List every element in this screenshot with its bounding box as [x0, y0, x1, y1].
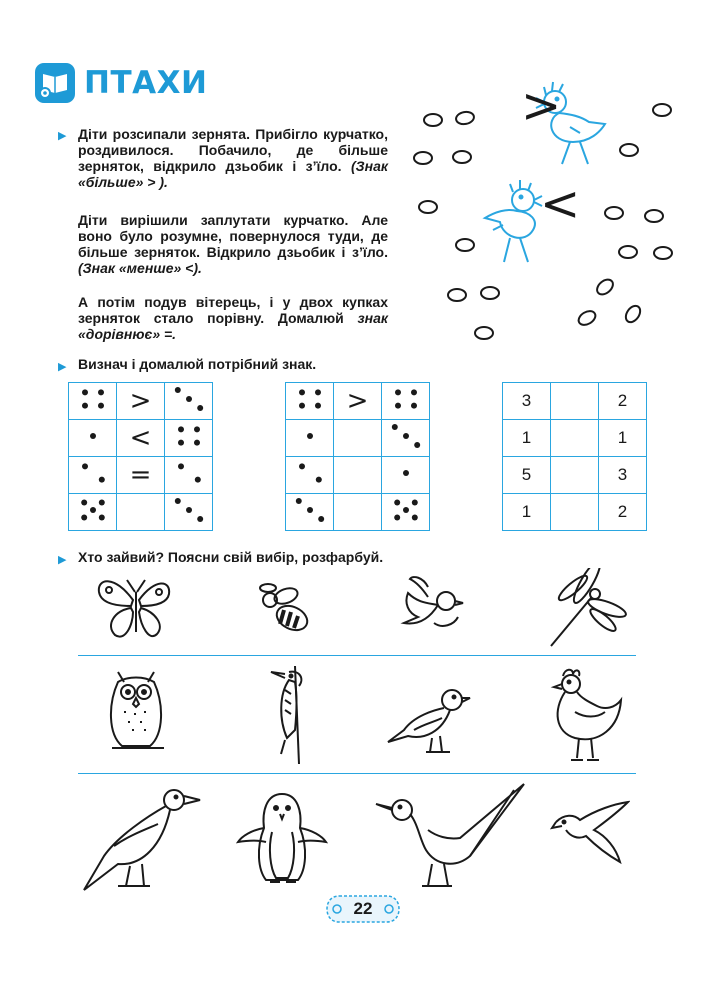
- dot: [186, 507, 192, 513]
- dots-3: [290, 495, 330, 525]
- dot: [395, 389, 401, 395]
- number-text: 3: [521, 391, 532, 410]
- dot: [90, 507, 96, 513]
- dot: [315, 476, 321, 482]
- row-divider: [78, 773, 636, 774]
- dot: [197, 405, 203, 411]
- comparison-table-3: [502, 382, 647, 531]
- right-dots-cell: [165, 383, 213, 420]
- dots-4: [169, 421, 209, 451]
- table-row: [69, 420, 213, 457]
- left-dots-cell: [69, 420, 117, 457]
- page-number-text: 22: [353, 899, 373, 918]
- chick-bottom-icon: [485, 180, 542, 262]
- left-dots-cell: [69, 494, 117, 531]
- dot: [403, 507, 409, 513]
- dot: [299, 389, 305, 395]
- dots-2: [290, 458, 330, 488]
- sign-cell[interactable]: [551, 420, 599, 457]
- dot: [81, 514, 87, 520]
- dots-5: [386, 495, 426, 525]
- dot: [90, 433, 96, 439]
- sign-cell[interactable]: [117, 457, 165, 494]
- number-text: 1: [617, 428, 628, 447]
- left-dots-cell: [69, 383, 117, 420]
- dot: [98, 499, 104, 505]
- small-bird-icon[interactable]: [398, 573, 468, 641]
- dot: [98, 476, 104, 482]
- page-number: [325, 894, 401, 924]
- table-row: [286, 457, 430, 494]
- dot: [98, 389, 104, 395]
- task1-instruction: Визнач і домалюй потрібний знак.: [78, 356, 317, 372]
- dot: [307, 433, 313, 439]
- left-number-cell: [503, 457, 551, 494]
- sign-text: <: [129, 423, 152, 453]
- dot: [178, 439, 184, 445]
- dot: [174, 387, 180, 393]
- dot: [186, 396, 192, 402]
- number-text: 1: [521, 502, 532, 521]
- table-row: [286, 383, 430, 420]
- crow-icon[interactable]: [78, 786, 202, 894]
- seeds-chicks-illustration: [405, 80, 695, 350]
- table-row: [69, 457, 213, 494]
- left-dots-cell: [286, 457, 334, 494]
- comparison-table-2: [285, 382, 430, 531]
- dot: [82, 402, 88, 408]
- right-number-cell: [599, 457, 647, 494]
- dot: [178, 463, 184, 469]
- intro-hint-1: (Знак «більше» > ).: [78, 158, 388, 190]
- intro-hint-3: знак «дорівнює» =.: [78, 310, 388, 342]
- dots-1: [290, 421, 330, 451]
- dot: [98, 402, 104, 408]
- dots-2: [73, 458, 113, 488]
- dot: [318, 516, 324, 522]
- sign-cell[interactable]: [117, 420, 165, 457]
- dot: [82, 389, 88, 395]
- dot: [194, 476, 200, 482]
- sign-cell[interactable]: [117, 494, 165, 531]
- dots-4: [73, 384, 113, 414]
- hen-icon[interactable]: [545, 666, 627, 766]
- bullet-arrow-icon: ▶: [58, 554, 67, 566]
- left-number-cell: [503, 494, 551, 531]
- page-title: ПТАХИ: [84, 65, 208, 101]
- dragonfly-icon[interactable]: [545, 568, 627, 652]
- dots-3: [169, 495, 209, 525]
- right-dots-cell: [382, 494, 430, 531]
- owl-icon[interactable]: [104, 664, 168, 754]
- sign-cell[interactable]: [334, 383, 382, 420]
- dots-2: [169, 458, 209, 488]
- comparison-table-1: [68, 382, 213, 531]
- butterfly-icon[interactable]: [95, 570, 175, 645]
- left-dots-cell: [286, 383, 334, 420]
- dot: [295, 498, 301, 504]
- sign-cell[interactable]: [334, 494, 382, 531]
- dots-3: [386, 421, 426, 451]
- sign-cell[interactable]: [551, 457, 599, 494]
- right-dots-cell: [165, 457, 213, 494]
- dot: [197, 516, 203, 522]
- intro-text-1: Діти розсипали зернята. Прибігло курчатко, роздивилося. Побачило, де більше зерняток, відкрило дзьобик і з’їло.: [78, 126, 388, 174]
- right-dots-cell: [382, 383, 430, 420]
- number-text: 2: [617, 391, 628, 410]
- dot: [411, 499, 417, 505]
- sign-text: =: [129, 460, 152, 490]
- sparrow-icon[interactable]: [384, 684, 472, 756]
- right-dots-cell: [165, 494, 213, 531]
- dots-1: [73, 421, 113, 451]
- left-dots-cell: [69, 457, 117, 494]
- dot: [391, 424, 397, 430]
- less-sign: <: [540, 176, 581, 232]
- dot: [394, 499, 400, 505]
- dot: [82, 463, 88, 469]
- number-text: 5: [521, 465, 532, 484]
- magpie-icon[interactable]: [374, 780, 530, 896]
- book-gear-icon: [34, 62, 76, 104]
- left-number-cell: [503, 420, 551, 457]
- bullet-arrow-icon: ▶: [58, 130, 67, 142]
- dot: [81, 499, 87, 505]
- intro-paragraph-1: [78, 126, 388, 190]
- left-dots-cell: [286, 494, 334, 531]
- number-text: 3: [617, 465, 628, 484]
- intro-text-3: А потім подув вітерець, і у двох купках зерняток стало порівну. Домалюй: [78, 294, 388, 326]
- intro-paragraph-2: [78, 212, 388, 276]
- left-number-cell: [503, 383, 551, 420]
- right-dots-cell: [382, 420, 430, 457]
- right-dots-cell: [165, 420, 213, 457]
- table-row: [69, 494, 213, 531]
- dot: [411, 389, 417, 395]
- woodpecker-icon[interactable]: [265, 660, 315, 768]
- dot: [403, 470, 409, 476]
- dot: [194, 426, 200, 432]
- table-row: [286, 494, 430, 531]
- sign-cell[interactable]: [334, 457, 382, 494]
- dot: [315, 389, 321, 395]
- intro-hint-2: (Знак «менше» <).: [78, 260, 202, 276]
- dots-4: [290, 384, 330, 414]
- dots-4: [386, 384, 426, 414]
- dot: [411, 514, 417, 520]
- table-row: [69, 383, 213, 420]
- dots-3: [169, 384, 209, 414]
- right-number-cell: [599, 383, 647, 420]
- dot: [403, 433, 409, 439]
- dot: [394, 514, 400, 520]
- table-row: [503, 494, 647, 531]
- bullet-arrow-icon: ▶: [58, 361, 67, 373]
- intro-paragraph-3: [78, 294, 388, 342]
- dots-1: [386, 458, 426, 488]
- dot: [299, 402, 305, 408]
- dot: [395, 402, 401, 408]
- dot: [299, 463, 305, 469]
- left-dots-cell: [286, 420, 334, 457]
- dot: [98, 514, 104, 520]
- sign-cell[interactable]: [551, 494, 599, 531]
- page-header: [34, 60, 207, 106]
- table-row: [503, 457, 647, 494]
- row-divider: [78, 655, 636, 656]
- sign-text: >: [129, 386, 152, 416]
- dot: [414, 442, 420, 448]
- table-row: [503, 383, 647, 420]
- dots-5: [73, 495, 113, 525]
- right-number-cell: [599, 494, 647, 531]
- number-text: 1: [521, 428, 532, 447]
- number-text: 2: [617, 502, 628, 521]
- dot: [194, 439, 200, 445]
- greater-sign: >: [521, 80, 562, 134]
- sign-cell[interactable]: [334, 420, 382, 457]
- task2-instruction: Хто зайвий? Поясни свій вибір, розфарбуй.: [78, 549, 384, 565]
- bee-icon[interactable]: [258, 582, 318, 637]
- penguin-icon[interactable]: [236, 788, 328, 888]
- sign-cell[interactable]: [551, 383, 599, 420]
- sign-cell[interactable]: [117, 383, 165, 420]
- dot: [307, 507, 313, 513]
- right-number-cell: [599, 420, 647, 457]
- sign-text: >: [346, 386, 369, 416]
- dot: [178, 426, 184, 432]
- dot: [411, 402, 417, 408]
- table-row: [503, 420, 647, 457]
- right-dots-cell: [382, 457, 430, 494]
- table-row: [286, 420, 430, 457]
- dot: [174, 498, 180, 504]
- intro-text-2: Діти вирішили заплутати курчатко. Але воно було розумне, повернулося туди, де більше зерняток. Відкрило дзьобик і з’їло.: [78, 212, 388, 260]
- swallow-icon[interactable]: [550, 796, 630, 866]
- dot: [315, 402, 321, 408]
